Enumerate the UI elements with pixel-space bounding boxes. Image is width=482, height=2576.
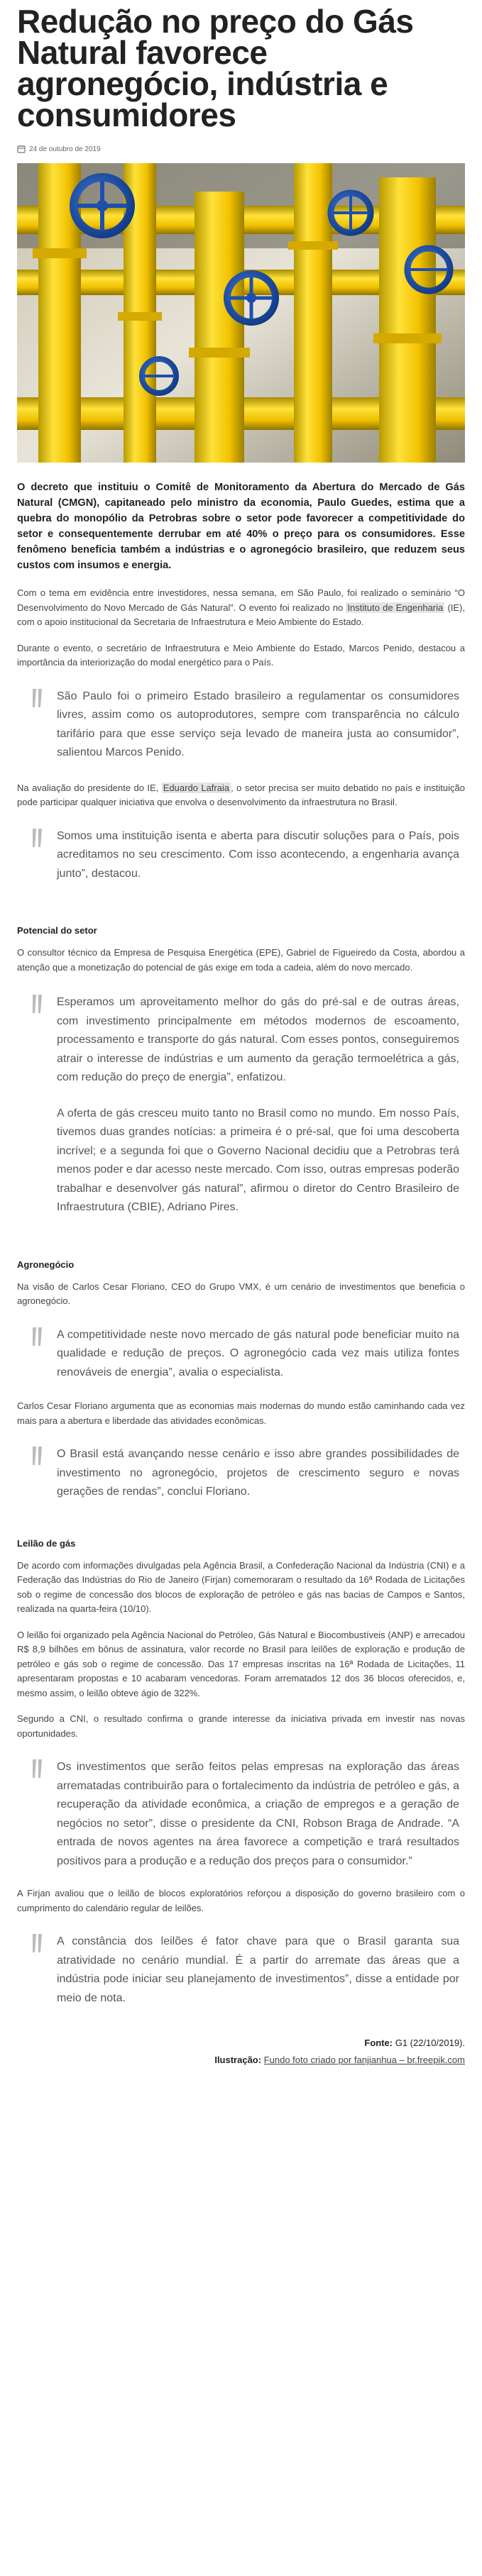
quote-text: Somos uma instituição isenta e aberta para discutir soluções para o País, pois acreditamos no seu crescimento. Com isso acontecendo, a engenharia avança junto”, destacou. [57, 829, 459, 880]
blockquote [17, 993, 465, 1217]
post-date: 24 de outubro de 2019 [29, 145, 101, 153]
section-heading: Agronegócio [17, 1259, 75, 1270]
quote-mark-icon [31, 827, 43, 848]
quote-mark-icon [31, 1933, 43, 1954]
quote-text: São Paulo foi o primeiro Estado brasileiro a regulamentar os consumidores livres, assim como os autoprodutores, sempre com transparência no cálculo tarifário para que esse serviço seja levado de maneira justa ao consumidor”, salientou Marcos Penido. [57, 690, 459, 758]
quote-text: Os investimentos que serão feitos pelas empresas na exploração das áreas arrematadas contribuirão para o fortalecimento da indústria de petróleo e gás, a recuperação da atividade econômica, a criação de empregos e a geração de negócios no setor”, disse o presidente da CNI, Robson Braga de Andrade. “A entrada de novos agentes na área favorece a competição e trará resultados positivos para a produção e a redução dos preços para o consumidor.” [57, 1761, 459, 1867]
quote-text: A constância dos leilões é fator chave para que o Brasil garanta sua atratividade no cenário mundial. É a partir do arremate das áreas que a indústria pode iniciar seu planejamento de investimentos”, disse a entidade por meio de nota. [57, 1935, 459, 2004]
blockquote [17, 827, 465, 884]
illustration-link[interactable]: Fundo foto criado por fanjianhua – br.freepik.com [263, 2055, 465, 2065]
blockquote [17, 687, 465, 763]
paragraph [17, 781, 465, 810]
blockquote [17, 1445, 465, 1502]
paragraph [17, 586, 465, 630]
article-body [17, 3, 465, 2067]
illustration-credit [17, 2053, 465, 2067]
paragraph: O leilão foi organizado pela Agência Nacional do Petróleo, Gás Natural e Biocombustíveis (ANP) e arrecadou R$ 8,9 bilhões em bônus de assinatura, valor recorde no Brasil para leilões de exploração e produção de petróleo e gás sob o regime de concessão. Das 17 empresas inscritas na 16ª Rodada de Licitações, 11 apresentaram propostas e 10 acabaram vencedoras. Foram arrematados 12 dos 36 blocos oferecidos, e, mesmo assim, o leilão obteve ágio de 322%. [17, 1629, 465, 1698]
highlighted-link[interactable]: Instituto de Engenharia [347, 602, 444, 613]
section-heading: Leilão de gás [17, 1537, 76, 1549]
paragraph: Segundo a CNI, o resultado confirma o grande interesse da iniciativa privada em investir nas novas oportunidades. [17, 1713, 465, 1739]
source-label: Fonte: [364, 2038, 393, 2048]
quote-mark-icon [31, 1758, 43, 1779]
blockquote [17, 1326, 465, 1383]
highlighted-link[interactable]: Eduardo Lafraia [163, 782, 230, 793]
quote-mark-icon [31, 993, 43, 1015]
section-heading: Potencial do setor [17, 925, 97, 936]
paragraph: Durante o evento, o secretário de Infraestrutura e Meio Ambiente do Estado, Marcos Penido, destacou a importância da interiorização do modal energético para o País. [17, 642, 465, 668]
paragraph: De acordo com informações divulgadas pela Agência Brasil, a Confederação Nacional da Indústria (CNI) e a Federação das Indústrias do Rio de Janeiro (Firjan) comemoraram o resultado da 16ª Rodada de Licitações sob o regime de concessão dos blocos de exploração de petróleo e gás nas bacias de Campos e Santos, realizada na quarta-feira (10/10). [17, 1559, 465, 1614]
quote-text: Esperamos um aproveitamento melhor do gás do pré-sal e de outras áreas, com investimento principalmente em métodos modernos de escoamento, processamento e transporte do gás natural. Com esses pontos, conseguiremos atrair o interesse de indústrias e um aumento da geração termoelétrica a gás, com redução do preço de energia”, enfatizou. [57, 996, 459, 1083]
calendar-icon [17, 145, 26, 153]
source-credit [17, 2036, 465, 2050]
quote-mark-icon [31, 687, 43, 709]
quote-text: A competitividade neste novo mercado de gás natural pode beneficiar muito na qualidade e redução de preços. O agronegócio cada vez mais utiliza fontes renováveis de energia”, avalia o especialista. [57, 1328, 459, 1378]
paragraph: Carlos Cesar Floriano argumenta que as economias mais modernas do mundo estão caminhando cada vez mais para a abertura e liberdade das atividades econômicas. [17, 1400, 465, 1426]
article-lead: O decreto que instituiu o Comitê de Monitoramento da Abertura do Mercado de Gás Natural (CMGN), capitaneado pelo ministro da economia, Paulo Guedes, estima que a quebra do monopólio da Petrobras sobre o setor pode favorecer a competitividade do setor e consequentemente derrubar em até 40% o preço para os consumidores. Esse fenômeno beneficia também a indústrias e o agronegócio brasileiro, que reduzem seus custos com insumos e energia. [17, 482, 465, 571]
quote-text: O Brasil está avançando nesse cenário e isso abre grandes possibilidades de investimento no agronegócio, projetos de crescimento seguro e novas gerações de rendas”, conclui Floriano. [57, 1448, 459, 1498]
paragraph-text: Na avaliação do presidente do IE, [17, 782, 162, 793]
paragraph: O consultor técnico da Empresa de Pesquisa Energética (EPE), Gabriel de Figueiredo da Costa, abordou a atenção que a monetização do potencial de gás exige em toda a cadeia, além do novo mercado. [17, 947, 465, 973]
illustration-label: Ilustração: [214, 2055, 262, 2065]
post-meta [17, 143, 465, 155]
paragraph-text: , o setor precisa ser muito debatido no país e instituição pode participar qualquer iniciativa que envolva o desenvolvimento da infraestrutura no Brasil. [17, 782, 465, 807]
blockquote [17, 1933, 465, 2008]
blockquote [17, 1758, 465, 1871]
page-title: Redução no preço do Gás Natural favorece agronegócio, indústria e consumidores [17, 3, 414, 133]
paragraph-text: Com o tema em evidência entre investidores, nessa semana, em São Paulo, foi realizado o seminário “O Desenvolvimento do Novo Mercado de Gás Natural”. O evento foi realizado no [17, 587, 465, 613]
gas-pipeline-photo [17, 163, 465, 463]
quote-text: A oferta de gás cresceu muito tanto no Brasil como no mundo. Em nosso País, tivemos duas grandes notícias: a primeira é o pré-sal, que foi uma descoberta incrível; e a segunda foi que o Governo Nacional decidiu que a Petrobras terá menos poder e dar acesso neste mercado. Com isso, outras empresas poderão trabalhar e desenvolver gás natural”, afirmou o diretor do Centro Brasileiro de Infraestrutura (CBIE), Adriano Pires. [57, 1107, 459, 1213]
paragraph: Na visão de Carlos Cesar Floriano, CEO do Grupo VMX, é um cenário de investimentos que beneficia o agronegócio. [17, 1281, 465, 1306]
source-value: G1 (22/10/2019). [393, 2038, 465, 2048]
paragraph-text: (IE), com o apoio institucional da Secretaria de Infraestrutura e Meio Ambiente do Estado. [17, 602, 465, 627]
quote-mark-icon [31, 1445, 43, 1466]
paragraph: A Firjan avaliou que o leilão de blocos exploratórios reforçou a disposição do governo brasileiro com o cumprimento do calendário regular de leilões. [17, 1888, 465, 1913]
quote-mark-icon [31, 1326, 43, 1347]
